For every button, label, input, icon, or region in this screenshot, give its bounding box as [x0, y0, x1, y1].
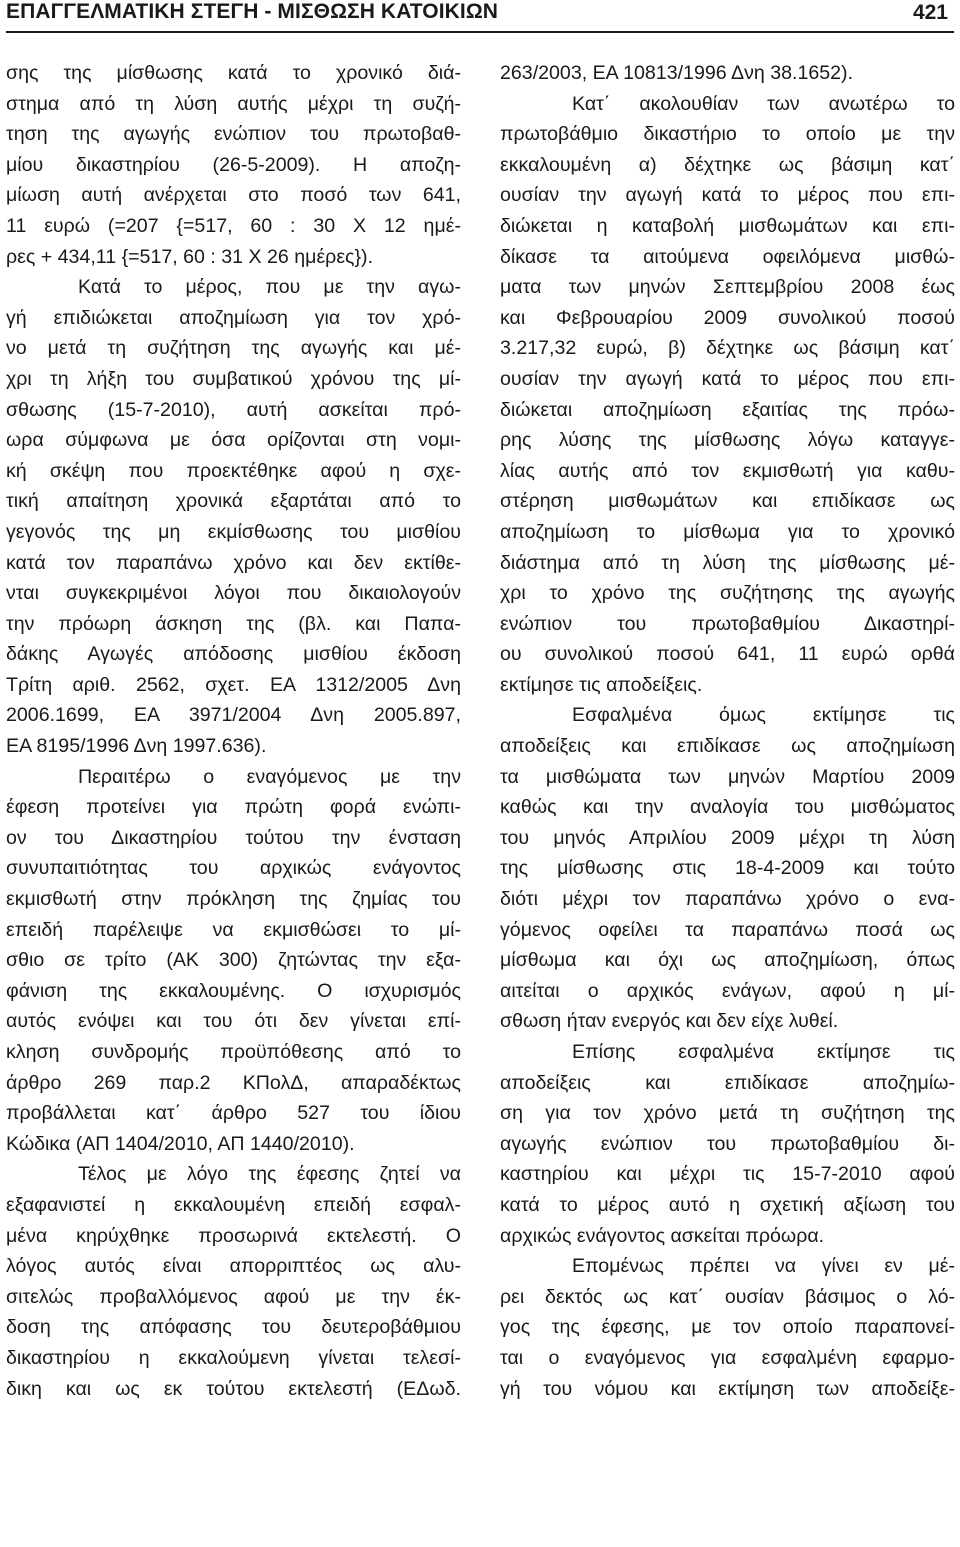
text-line: ου συνολικού ποσού 641, 11 ευρώ ορθά [500, 643, 955, 666]
text-line: καθώς και την αναλογία του μισθώματος [500, 796, 955, 819]
text-line: στέρηση μισθωμάτων και επιδίκασε ως [500, 490, 955, 513]
text-line: ρης λύσης της μίσθωσης λόγω καταγγε- [500, 429, 955, 452]
text-line: Εσφαλμένα όμως εκτίμησε τις [572, 704, 955, 727]
text-line: δίκασε τα αιτούμενα οφειλόμενα μισθώ- [500, 245, 955, 268]
text-line: 2006.1699, ΕΑ 3971/2004 Δνη 2005.897, [6, 704, 461, 727]
text-line: διώκεται αποζημίωση εξαιτίας της πρόω- [500, 398, 955, 421]
text-line: δοση της απόφασης του δευτεροβάθμιου [6, 1316, 461, 1339]
text-line: δικη και ως εκ τούτου εκτελεστή (ΕΔωδ. [6, 1377, 461, 1400]
text-line: νται συγκεκριμένοι λόγοι που δικαιολογούν [6, 582, 461, 605]
text-line: εκτίμησε τις αποδείξεις. [500, 673, 703, 696]
text-line: σης της μίσθωσης κατά το χρονικό διά- [6, 62, 461, 84]
text-line: χρι το χρόνο της συζήτησης της αγωγής [500, 582, 955, 605]
text-line: ουσίαν την αγωγή κατά το μέρος που επι- [500, 367, 955, 390]
text-line: σιτελώς προβαλλόμενος αφού με την έκ- [6, 1285, 461, 1308]
header-title: ΕΠΑΓΓΕΛΜΑΤΙΚΗ ΣΤΕΓΗ - ΜΙΣΘΩΣΗ ΚΑΤΟΙΚΙΩΝ [6, 0, 499, 23]
text-line: του μηνός Απριλίου 2009 μέχρι τη λύση [500, 826, 955, 849]
text-line: γος της έφεσης, με τον οποίο παραπονεί- [500, 1316, 955, 1339]
text-line: λίας αυτής από τον εκμισθωτή για καθυ- [500, 459, 955, 482]
text-line: ΕΑ 8195/1996 Δνη 1997.636). [6, 735, 267, 758]
text-line: Επίσης εσφαλμένα εκτίμησε τις [572, 1041, 955, 1063]
text-line: έφεση προτείνει για πρώτη φορά ενώπι- [6, 796, 461, 819]
text-line: δικαστηρίου η εκκαλούμενη γίνεται τελεσί- [6, 1346, 461, 1369]
text-line: τηση της αγωγής ενώπιον του πρωτοβαθ- [6, 123, 461, 146]
text-line: τική απαίτηση χρονικά εξαρτάται από το [6, 490, 461, 513]
text-line: Επομένως πρέπει να γίνει εν μέ- [572, 1255, 955, 1278]
text-line: νο μετά τη συζήτηση της αγωγής και μέ- [6, 337, 461, 360]
text-line: ον του Δικαστηρίου τούτου την ένσταση [6, 826, 461, 849]
text-line: ρες + 434,11 {=517, 60 : 31 Χ 26 ημέρες}). [6, 245, 374, 268]
text-line: ση για τον χρόνο μετά τη συζήτηση της [500, 1102, 955, 1125]
page-number: 421 [912, 1, 948, 24]
text-line: ουσίαν την αγωγή κατά το μέρος που επι- [500, 184, 955, 207]
left-text-column [6, 58, 461, 1404]
text-line: δάκης Αγωγές απόδοσης μισθίου έκδοση [6, 643, 461, 666]
text-line: μίωση αυτή ανέρχεται στο ποσό των 641, [6, 184, 461, 207]
text-line: επειδή παρέλειψε να εκμισθώσει το μί- [6, 918, 461, 941]
text-line: κατά το μέρος αυτό η σχετική αξίωση του [500, 1193, 955, 1216]
text-line: εξαφανιστεί η εκκαλουμένη επειδή εσφαλ- [6, 1193, 461, 1216]
text-line: ρει δεκτός ως κατ΄ ουσίαν βάσιμος ο λό- [500, 1285, 955, 1308]
text-line: τα μισθώματα των μηνών Μαρτίου 2009 [500, 765, 955, 788]
right-text-column [500, 58, 955, 1404]
text-line: αιτείται ο αρχικός ενάγων, αφού η μί- [500, 979, 955, 1002]
text-line: γή του νόμου και εκτίμηση των αποδείξε- [500, 1377, 955, 1400]
text-line: εκκαλουμένη α) δέχτηκε ως βάσιμη κατ΄ [500, 153, 955, 176]
text-line: συνυπαιτιότητας του αρχικώς ενάγοντος [6, 857, 461, 880]
text-line: 11 ευρώ (=207 {=517, 60 : 30 Χ 12 ημέ- [6, 214, 461, 237]
text-line: ενώπιον του πρωτοβαθμίου Δικαστηρί- [500, 612, 955, 635]
text-line: αρχικώς ενάγοντος ασκείται πρόωρα. [500, 1224, 825, 1247]
text-line: 263/2003, ΕΑ 10813/1996 Δνη 38.1652). [500, 62, 854, 84]
text-line: καστηρίου και μέχρι τις 15-7-2010 αφού [500, 1163, 955, 1186]
text-line: χρι τη λήξη του συμβατικού χρόνου της μί- [6, 367, 461, 390]
text-line: κατά τον παραπάνω χρόνο και δεν εκτίθε- [6, 551, 461, 574]
text-line: Κώδικα (ΑΠ 1404/2010, ΑΠ 1440/2010). [6, 1132, 355, 1155]
text-line: προβάλλεται κατ΄ άρθρο 527 του ίδιου [6, 1102, 461, 1125]
text-line: αυτός ενόψει και του ότι δεν γίνεται επί- [6, 1010, 461, 1033]
text-line: ται ο εναγόμενος για εσφαλμένη εφαρμο- [500, 1346, 955, 1369]
text-line: φάνιση της εκκαλουμένης. Ο ισχυρισμός [6, 979, 461, 1002]
text-line: πρωτοβάθμιο δικαστήριο το οποίο με την [500, 123, 955, 146]
text-line: Κατά το μέρος, που με την αγω- [78, 276, 461, 299]
text-line: διώκεται η καταβολή μισθωμάτων και επι- [500, 214, 955, 237]
text-line: κληση συνδρομής προϋπόθεσης από το [6, 1041, 461, 1063]
text-line: μίου δικαστηρίου (26-5-2009). Η αποζη- [6, 153, 461, 176]
text-line: μίσθωμα και όχι ως αποζημίωση, όπως [500, 949, 955, 972]
text-line: σθωσης (15-7-2010), αυτή ασκείται πρό- [6, 398, 461, 421]
text-line: Κατ΄ ακολουθίαν των ανωτέρω το [572, 92, 955, 115]
text-line: και Φεβρουαρίου 2009 συνολικού ποσού [500, 306, 955, 329]
text-line: ωρα σύμφωνα με όσα ορίζονται στη νομι- [6, 429, 461, 452]
text-line: γή επιδιώκεται αποζημίωση για τον χρό- [6, 306, 461, 329]
text-line: διότι μέχρι τον παραπάνω χρόνο ο ενα- [500, 888, 955, 911]
text-line: άρθρο 269 παρ.2 ΚΠολΔ, απαραδέκτως [6, 1071, 461, 1094]
text-line: Περαιτέρω ο εναγόμενος με την [78, 765, 461, 788]
text-line: γόμενος οφείλει τα παραπάνω ποσά ως [500, 918, 955, 941]
text-line: σθωση ήταν ενεργός και δεν είχε λυθεί. [500, 1010, 839, 1033]
text-line: την πρόωρη άσκηση της (βλ. και Παπα- [6, 612, 461, 635]
text-line: 3.217,32 ευρώ, β) δέχτηκε ως βάσιμη κατ΄ [500, 337, 955, 360]
text-line: κή σκέψη που προεκτέθηκε αφού η σχε- [6, 459, 461, 482]
text-line: στημα από τη λύση αυτής μέχρι τη συζή- [6, 92, 461, 115]
text-line: αποδείξεις και επιδίκασε αποζημίω- [500, 1071, 955, 1094]
text-line: λόγος αυτός είναι απορριπτέος ως αλυ- [6, 1255, 461, 1278]
running-header [6, 0, 954, 33]
text-line: της μίσθωσης στις 18-4-2009 και τούτο [500, 857, 955, 880]
text-line: αγωγής ενώπιον του πρωτοβαθμίου δι- [500, 1132, 955, 1155]
text-line: Τέλος με λόγο της έφεσης ζητεί να [78, 1163, 461, 1186]
text-line: Τρίτη αριθ. 2562, σχετ. ΕΑ 1312/2005 Δνη [6, 673, 461, 696]
text-line: σθιο σε τρίτο (ΑΚ 300) ζητώντας την εξα- [6, 949, 461, 972]
text-line: αποζημίωση το μίσθωμα για το χρονικό [500, 520, 955, 543]
text-line: διάστημα από τη λύση της μίσθωσης μέ- [500, 551, 955, 574]
text-line: ματα των μηνών Σεπτεμβρίου 2008 έως [500, 276, 955, 299]
text-line: εκμισθωτή στην πρόκληση της ζημίας του [6, 888, 461, 911]
text-line: αποδείξεις και επιδίκασε ως αποζημίωση [500, 735, 955, 758]
text-line: γεγονός της μη εκμίσθωσης του μισθίου [6, 520, 461, 543]
text-line: μένα κηρύχθηκε προσωρινά εκτελεστή. Ο [6, 1224, 461, 1247]
